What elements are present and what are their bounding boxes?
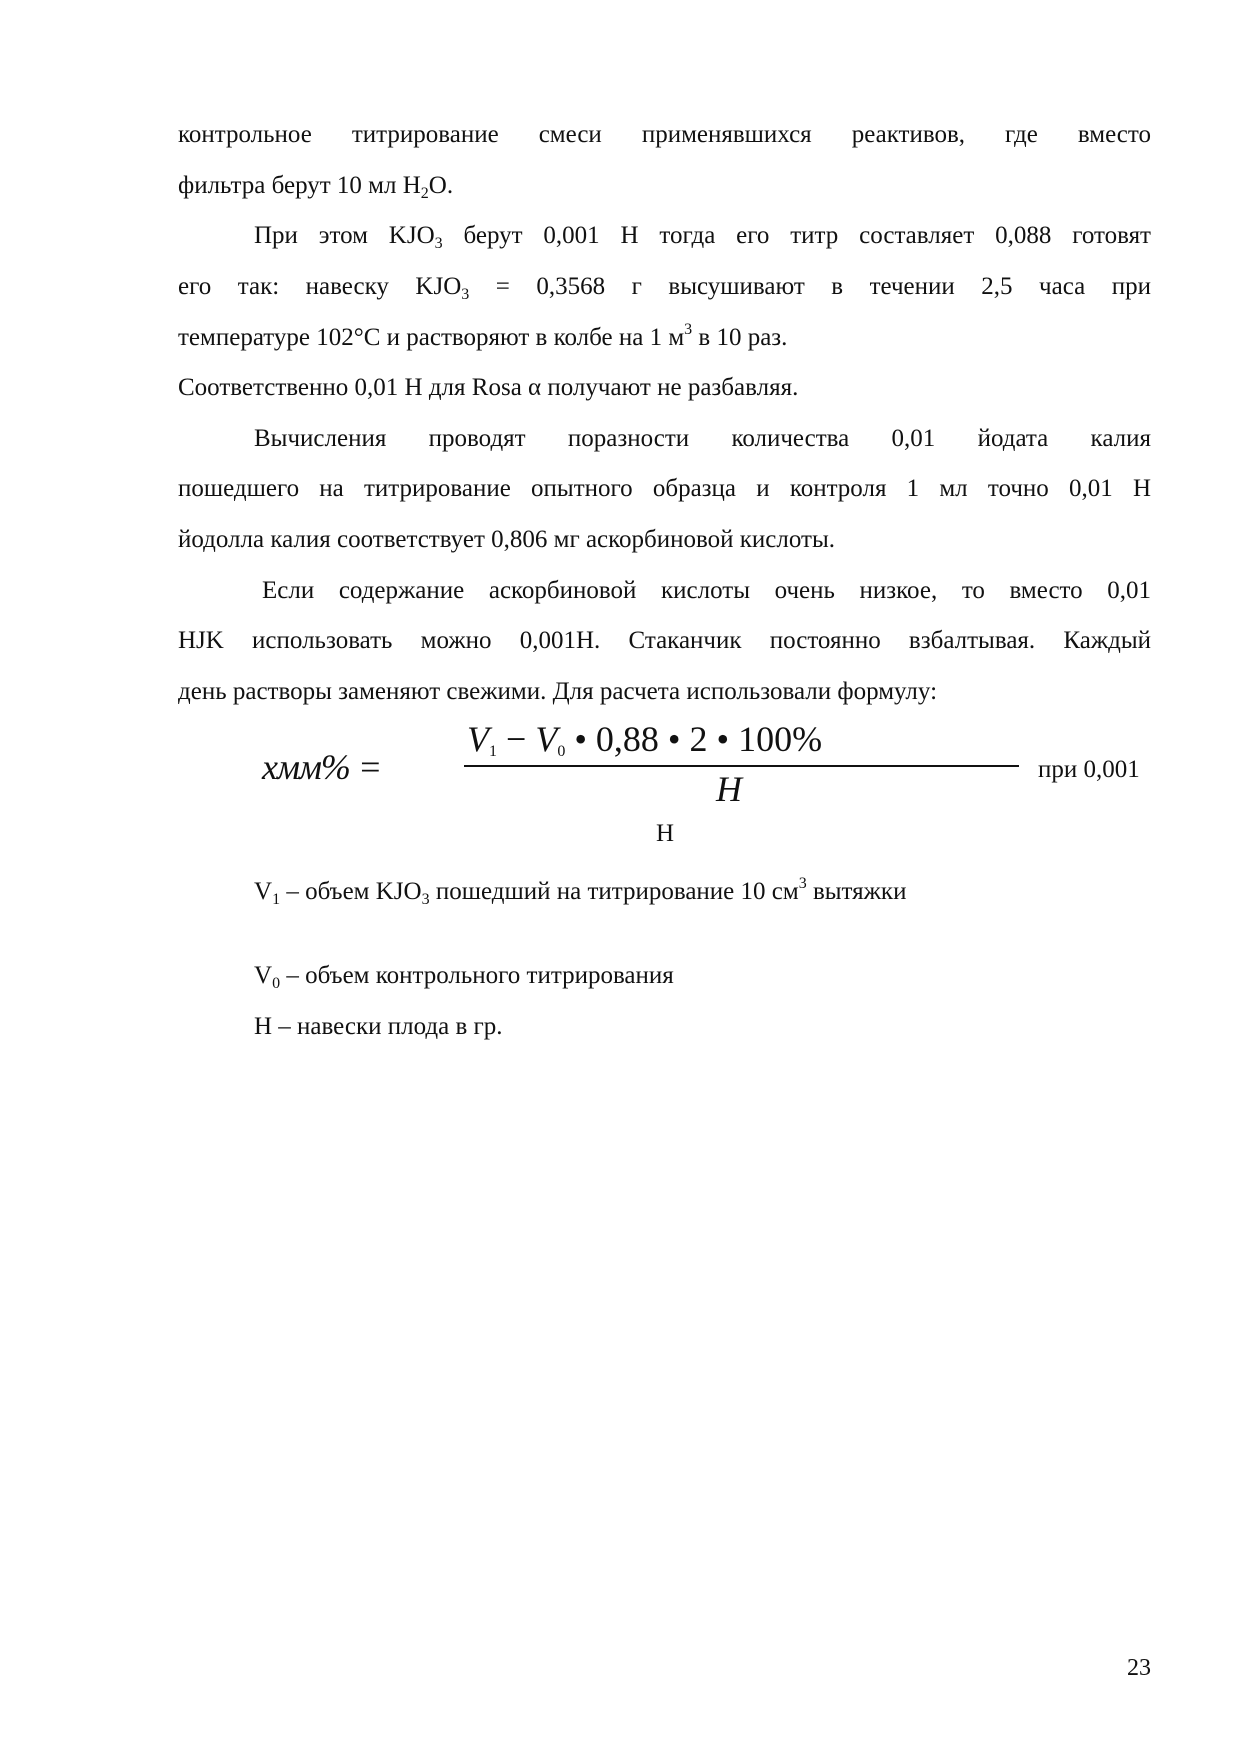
paragraph-5-line-3: день растворы заменяют свежими. Для расчета использовали формулу:: [178, 678, 938, 705]
formula-tail: при 0,001: [1038, 756, 1140, 783]
paragraph-4-line-2: пошедшего на титрирование опытного образца и контроля 1 мл точно 0,01 Н: [178, 475, 1151, 502]
paragraph-5-line-1: Если содержание аскорбиновой кислоты очень низкое, то вместо 0,01: [262, 577, 1151, 604]
text: вытяжки: [806, 878, 907, 905]
op: −: [497, 719, 536, 759]
subscript: 3: [421, 891, 430, 908]
paragraph-1-line-2: [178, 171, 1151, 201]
text: его так: навеску KJO: [178, 273, 462, 300]
text: O.: [428, 172, 454, 199]
text: = 0,3568 г высушивают в течении 2,5 часа при: [469, 273, 1151, 300]
text: • 0,88 • 2 • 100%: [565, 719, 823, 759]
paragraph-5-line-2: HJK использовать можно 0,001Н. Стаканчик постоянно взбалтывая. Каждый: [178, 627, 1151, 654]
formula-lhs: хмм% =: [262, 747, 382, 787]
text: берут 0,001 Н тогда его титр составляет 0,088 готовят: [442, 222, 1151, 249]
legend-v0: [254, 961, 1227, 991]
paragraph-3-line-1: Соответственно 0,01 Н для Rosa α получают не разбавляя.: [178, 374, 799, 401]
superscript: 3: [684, 321, 693, 338]
text: V: [254, 962, 273, 989]
formula-numerator: [467, 718, 822, 760]
text: фильтра берут 10 мл H: [178, 172, 421, 199]
formula-unit: Н: [656, 820, 675, 847]
page-number: 23: [1127, 1655, 1151, 1681]
text: – объем KJO: [280, 878, 422, 905]
paragraph-4-line-1: Вычисления проводят поразности количества 0,01 йодата калия: [254, 425, 1151, 452]
paragraph-2-line-1: [254, 221, 1151, 251]
subscript: 1: [489, 743, 497, 760]
text: При этом KJO: [254, 222, 435, 249]
subscript: 2: [420, 185, 429, 202]
paragraph-1-line-1: контрольное титрирование смеси применявшихся реактивов, где вместо: [178, 121, 1151, 148]
var: V: [535, 719, 558, 759]
text: V: [254, 878, 273, 905]
subscript: 0: [557, 743, 566, 760]
superscript: 3: [798, 875, 807, 892]
paragraph-2-line-3: [178, 323, 1151, 353]
formula: [262, 718, 1162, 808]
text: температуре 102°С и растворяют в колбе на 1 м: [178, 324, 685, 351]
paragraph-2-line-2: [178, 272, 1151, 302]
var: V: [467, 719, 489, 759]
text: пошедший на титрирование 10 см: [429, 878, 799, 905]
formula-denominator: H: [716, 769, 742, 809]
legend-h: Н – навески плода в гр.: [254, 1013, 503, 1040]
text: в 10 раз.: [692, 324, 788, 351]
subscript: 3: [461, 286, 470, 303]
subscript: 0: [272, 975, 281, 992]
fraction-bar: [464, 765, 1019, 767]
legend-v1: [254, 877, 1227, 907]
paragraph-4-line-3: йодолла калия соответствует 0,806 мг аскорбиновой кислоты.: [178, 526, 835, 553]
subscript: 3: [434, 235, 443, 252]
text: – объем контрольного титрирования: [280, 962, 674, 989]
subscript: 1: [272, 891, 281, 908]
